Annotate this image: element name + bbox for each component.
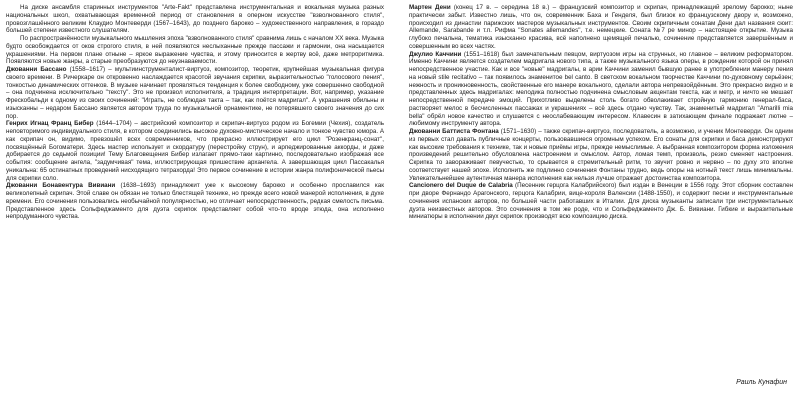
paragraph-text: (1558–1617) – мультиинструменталист-виртуоз, композитор, теоретик, крупнейшая музыкальная фигура своего времени. В Ричеркаре он откровенно наслаждается красотой звучания скрипки, выразительностью "голосового пения", тонкостью динамических оттенков. В музыке начинает проявляться тенденция к более свободному, уже совершенно свободной – она подчинена исключительно "тексту". Это не произвол исполнителя, а традиция интерпретации. Вот, например, указание Фрескобальди к одному из своих сочинений: "Играть, не соблюдая такта – так, как поётся мадригал". А украшения обильны и изысканны – недаром Бассано является автором труда по музыкальной орнаментике, не потерявшего своего значения до сих пор. xyxy=(6,66,384,120)
paragraph-text: (1551–1618) был замечательным певцом, виртуозом игры на струнных, но главное – великим реформатором. Именно Каччини является создателем мадригала нового типа, а также музыкального языка оперы, в рождении которой он принял непосредственное участие. Как и все "новые" мадригалы, в арии Каччини заменил бывшую ранее в употреблении манеру пения на новый stile recitativo – так появилось знаменитое bel canto. В светском вокальном творчестве Каччини по-духовному серьёзен; нежность и проникновенность, свойственные его манере вокального, сделали автора непревзойдённым. Это прекрасно видно и в представленных здесь мадригалах: мелодика полностью подчинена смысловым акцентам текста, как и метр, и ничто не мешает непосредственной передаче эмоций. Прихотливо выделены столь богато обволакивает стройную гармонию генерал-баса, растворяет мелос в бесчисленных пассажах и украшениях – всё здесь отдано чувству. Так, знаменитый мадригал "Amarilli mia bella" обрёл новое качество и слушается с неослабевающим интересом. Клавесин в затихающем финале подражает лютне – любимому инструменту автора. xyxy=(409,50,793,128)
paragraph xyxy=(6,4,384,35)
paragraph-text: (1644–1704) – австрийский композитор и скрипач-виртуоз родом из Богемии (Чехия), создатель неповторимого индивидуального стиля, в котором соединились высокое духовно-мистическое начало и тонкое чувство юмора. А как скрипач он, видимо, превзошёл всех современников, что прекрасно иллюстрирует его цикл "Розенкранц-сонат", посвящённый Богоматери. Здесь мастер использует и скордатуру (перестройку струн), и арпеджированные аккорды, и даже добирается до седьмой позиции! Тему Благовещения Бибер излагает прямо-таки картинно, последовательно изображая все события: сообщение ангела, "задумчивая" тема, иллюстрирующая пришествие архангела. А завершающая цикл Пассакалья уникальна: 65 остинатных проведений нисходящего тетрахорда! Это первое сочинение в истории жанра полифонической пьесы для скрипки соло. xyxy=(6,120,384,182)
author-signature: Раиль Кунафин xyxy=(736,379,787,386)
paragraph-text: На диске ансамбля старинных инструментов "Arte-Fakt" представлена инструментальная и вокальная музыка разных национальных школ, охватывающая временной период от становления в оперном искусстве "взволнованного стиля", провозглашённого великим Клаудио Монтеверди (1567–1643), до позднего барокко – художественного направления, в гораздо большей степени известного слушателям. xyxy=(6,4,384,35)
paragraph-text: (конец 17 в. – середина 18 в.) – французский композитор и скрипач, принадлежащий зрелому барокко; ныне практически забыт. Известно лишь, что он, современник Баха и Генделя, был близок ко французскому двору и, возможно, происходил из династии парижских мастеров музыкальных инструментов. Своим скрипичным сонатам Дени дал названия сюит: Allemande, Sarabande и т.п. Рифма "Sonates allemandes", т.е. немецкие. Соната №7 ре минор – настоящее открытие. Музыка глубоко печальна, тематика изысканно красива, всё наполнено щемящей печалью, сочинение представляется завершённым и совершенным во всех частях. xyxy=(409,4,793,50)
paragraph xyxy=(409,4,793,51)
paragraph xyxy=(6,120,384,182)
left-column xyxy=(6,4,384,221)
paragraph xyxy=(6,66,384,120)
paragraph xyxy=(409,182,793,221)
composer-name: Джованни Баттиста Фонтана xyxy=(409,128,499,135)
composer-name: Джованни Бассано xyxy=(6,66,67,73)
paragraph xyxy=(6,182,384,221)
composer-name: Генрих Игнац Франц Бибер xyxy=(6,120,94,128)
paragraph-text: По распространённости музыкального мышления эпоха "взволнованного стиля" сравнима лишь с началом XX века. Музыка будто освобождается от оков строгого стиля, в ней появляются неслыханные прежде пассажи и гармонии, она насыщается украшениями. На первом плане отныне – яркое выражение чувства, и этому приносится в жертву всё, даже метроритмика. Появляются новые жанры, а старые преобразуются до неузнаваемости. xyxy=(6,35,384,66)
right-column xyxy=(409,4,793,221)
composer-name: Cancionero del Duque de Calabria xyxy=(409,182,513,190)
paragraph xyxy=(409,51,793,129)
paragraph xyxy=(409,128,793,182)
composer-name: Джованни Бонавентура Вивиани xyxy=(6,182,116,190)
composer-name: Мартен Дени xyxy=(409,4,451,11)
paragraph-text: (1638–1693) принадлежит уже к высокому барокко и особенно прославился как великолепный скрипач. Этой славе он обязан не только блестящей технике, но прежде всего новой манерой исполнения, в духе времени. Его сочинения пользовались необычайной популярностью, но отличает непосредственность, редкая смелость письма. Представленное здесь Сольфеджаменто для дуэта скрипок представляет собой что-то вроде этюда, она исполнено непродуманного чувства. xyxy=(6,182,384,221)
paragraph-text: (1571–1630) – также скрипач-виртуоз, последователь, а возможно, и ученик Монтеверди. Он одним из первых стал давать публичные концерты, пользовавшиеся огромным успехом. Его сонаты для скрипки и баса демонстрируют как высокие требования к технике, так и новые приёмы игры, прежде немыслимые. А выбранная композитором форма изложения произведений решительно обусловлена настроением и смыслом. Автор, ломая темп, произволь, резко сменяет настроения. Скрипка то завораживает певучестью, то срывается в стремительный ритм, то звучит ровно и нервно – по духу это вполне соответствует нашей эпохе. Исполнить же подлинно сочинения Фонтаны трудно, ведь опоры на нотный текст лишь минимальны. Увлекательнейшее аутентичная манера исполнения как нельзя лучше отражает достоинства композитора. xyxy=(409,128,794,182)
composer-name: Джулио Каччини xyxy=(409,50,462,58)
paragraph xyxy=(6,35,384,66)
paragraph-text: (Песенник герцога Калабрийского) был издан в Венеции в 1556 году. Этот сборник составлен при дворе Фернандо Арагонского, герцога Калабрии, вице-короля Валенсии (1488-1550), и содержит песни и инструментальные сочинения испанских авторов, по большей части работавших в Италии. Для диска музыканты записали три инструментальных дуэта неизвестных авторов. Это сочинения в том же роде, что и Сольфеджаменто Дж. Б. Вивиани. Гибкие и выразительные миниатюры в исполнении двух скрипок производят всю композицию диска. xyxy=(409,182,794,221)
